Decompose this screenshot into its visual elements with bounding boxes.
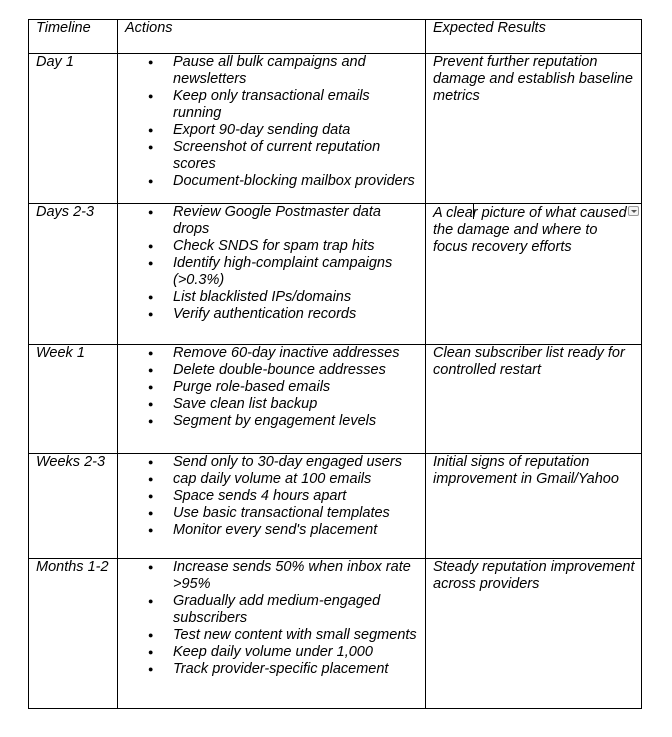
- actions-cell[interactable]: [118, 54, 426, 204]
- list-item: ● Screenshot of current reputation scores: [125, 139, 419, 173]
- actions-cell[interactable]: [118, 204, 426, 345]
- list-item: ● Remove 60-day inactive addresses: [125, 345, 419, 362]
- actions-list: [125, 204, 419, 323]
- list-item: ● Segment by engagement levels: [125, 413, 419, 430]
- list-item: ● Delete double-bounce addresses: [125, 362, 419, 379]
- results-cell[interactable]: Prevent further reputation damage and establish baseline metrics: [426, 54, 642, 204]
- table-row: [29, 454, 642, 559]
- list-item: ● Verify authentication records: [125, 306, 419, 323]
- table-row: [29, 345, 642, 454]
- list-item: ● Save clean list backup: [125, 396, 419, 413]
- recovery-plan-table: [28, 19, 642, 709]
- header-timeline[interactable]: Timeline: [29, 20, 118, 54]
- header-expected-results[interactable]: Expected Results: [426, 20, 642, 54]
- list-item: ● cap daily volume at 100 emails: [125, 471, 419, 488]
- list-item: ● Document-blocking mailbox providers: [125, 173, 419, 190]
- list-item: ● Test new content with small segments: [125, 627, 419, 644]
- timeline-cell[interactable]: Days 2-3: [29, 204, 118, 345]
- header-row: [29, 20, 642, 54]
- list-item: ● Keep only transactional emails running: [125, 88, 419, 122]
- list-item: ● Keep daily volume under 1,000: [125, 644, 419, 661]
- list-item: ● Gradually add medium-engaged subscribers: [125, 593, 419, 627]
- table-row: [29, 54, 642, 204]
- actions-cell[interactable]: [118, 559, 426, 709]
- header-actions[interactable]: Actions: [118, 20, 426, 54]
- timeline-cell[interactable]: Day 1: [29, 54, 118, 204]
- table-row: [29, 204, 642, 345]
- list-item: ● Track provider-specific placement: [125, 661, 419, 678]
- timeline-cell[interactable]: Months 1-2: [29, 559, 118, 709]
- list-item: ● Purge role-based emails: [125, 379, 419, 396]
- list-item: ● Monitor every send's placement: [125, 522, 419, 539]
- results-cell[interactable]: Steady reputation improvement across providers: [426, 559, 642, 709]
- actions-list: [125, 454, 419, 539]
- results-cell[interactable]: Clean subscriber list ready for controlled restart: [426, 345, 642, 454]
- list-item: ● Identify high-complaint campaigns (>0.3%): [125, 255, 419, 289]
- results-text-start: A clea: [433, 205, 473, 221]
- list-item: ● Send only to 30-day engaged users: [125, 454, 419, 471]
- list-item: ● List blacklisted IPs/domains: [125, 289, 419, 306]
- timeline-cell[interactable]: Week 1: [29, 345, 118, 454]
- chevron-down-icon[interactable]: [628, 206, 639, 216]
- list-item: ● Check SNDS for spam trap hits: [125, 238, 419, 255]
- list-item: ● Increase sends 50% when inbox rate >95%: [125, 559, 419, 593]
- list-item: ● Use basic transactional templates: [125, 505, 419, 522]
- actions-list: [125, 345, 419, 430]
- actions-list: [125, 559, 419, 678]
- results-cell[interactable]: Initial signs of reputation improvement in Gmail/Yahoo: [426, 454, 642, 559]
- results-cell[interactable]: [426, 204, 642, 345]
- results-text-end: r picture of what caused the damage and where to focus recovery efforts: [433, 205, 627, 255]
- actions-cell[interactable]: [118, 454, 426, 559]
- timeline-cell[interactable]: Weeks 2-3: [29, 454, 118, 559]
- actions-list: [125, 54, 419, 190]
- list-item: ● Review Google Postmaster data drops: [125, 204, 419, 238]
- list-item: ● Export 90-day sending data: [125, 122, 419, 139]
- actions-cell[interactable]: [118, 345, 426, 454]
- table-row: [29, 559, 642, 709]
- list-item: ● Pause all bulk campaigns and newsletters: [125, 54, 419, 88]
- list-item: ● Space sends 4 hours apart: [125, 488, 419, 505]
